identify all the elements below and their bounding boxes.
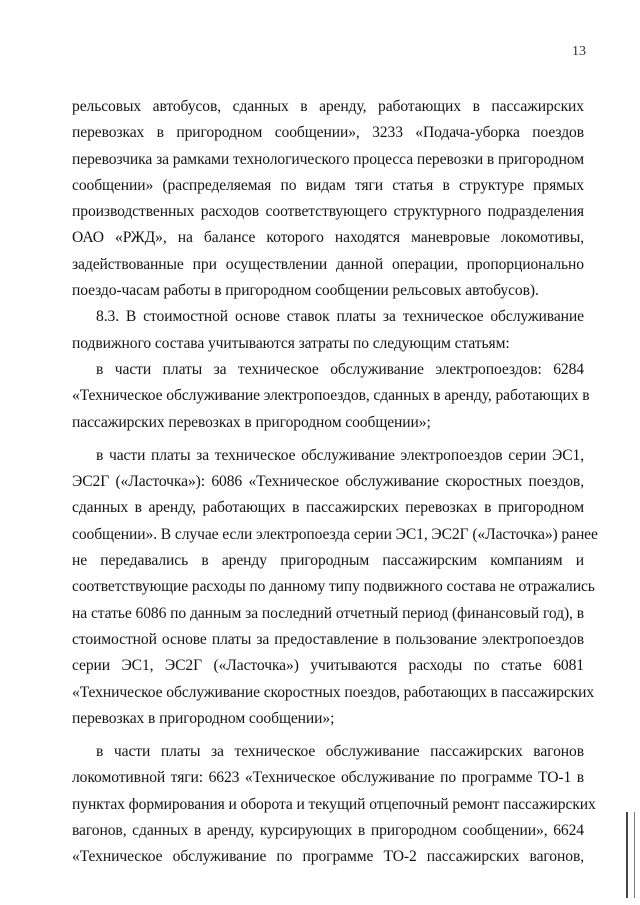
document-body — [72, 94, 598, 871]
text-line: рельсовых автобусов, сданных в аренду, работающих в пассажирских — [72, 98, 584, 115]
text-line: пассажирских перевозках в пригородном сообщении»; — [72, 413, 431, 431]
text-line: сообщении». В случае если электропоезда серии ЭС1, ЭС2Г («Ласточка») ранее — [72, 525, 598, 543]
text-line: локомотивной тяги: 6623 «Техническое обслуживание по программе ТО-1 в — [72, 769, 584, 787]
text-line: не передавались в аренду пригородным пассажирским компаниям и — [72, 552, 584, 570]
text-line: подвижного состава учитываются затраты по следующим статьям: — [72, 334, 510, 352]
text-line: производственных расходов соответствующего структурного подразделения — [72, 203, 584, 221]
text-line: соответствующие расходы по данному типу подвижного состава не отражались — [72, 578, 595, 596]
text-line: перевозках в пригородном сообщении»; — [72, 709, 335, 727]
text-line: на статье 6086 по данным за последний отчетный период (финансовый год), в — [72, 604, 584, 622]
text-line: серии ЭС1, ЭС2Г («Ласточка») учитываются расходы по статье 6081 — [72, 657, 584, 675]
text-line: «Техническое обслуживание по программе ТО-2 пассажирских вагонов, — [72, 848, 584, 866]
text-line: пунктах формирования и оборота и текущий отцепочный ремонт пассажирских — [72, 795, 596, 813]
paragraph-8-3-first-line: 8.3. В стоимостной основе ставок платы за техническое обслуживание — [96, 308, 584, 326]
text-line: перевозках в пригородном сообщении», 3233 «Подача-уборка поездов — [72, 124, 584, 142]
text-line: ЭС2Г («Ласточка»): 6086 «Техническое обслуживание скоростных поездов, — [72, 473, 584, 491]
page-number: 13 — [572, 44, 586, 59]
text-line: задействованные при осуществлении данной операции, пропорционально — [72, 255, 584, 273]
text-line: в части платы за техническое обслуживание электропоездов серии ЭС1, — [96, 446, 584, 464]
text-line: в части платы за техническое обслуживание электропоездов: 6284 — [96, 360, 584, 378]
text-line: в части платы за техническое обслуживание пассажирских вагонов — [96, 743, 584, 761]
text-line: поездо-часам работы в пригородном сообщении рельсовых автобусов). — [72, 282, 539, 300]
text-line: «Техническое обслуживание электропоездов, сданных в аренду, работающих в — [72, 387, 590, 405]
scan-edge-mark — [626, 812, 635, 898]
text-line: сданных в аренду, работающих в пассажирских перевозках в пригородном — [72, 499, 584, 517]
text-line: ОАО «РЖД», на балансе которого находятся маневровые локомотивы, — [72, 229, 584, 247]
text-line: «Техническое обслуживание скоростных поездов, работающих в пассажирских — [72, 683, 595, 701]
text-line: вагонов, сданных в аренду, курсирующих в пригородном сообщении», 6624 — [72, 822, 584, 840]
text-line: стоимостной основе платы за предоставление в пользование электропоездов — [72, 630, 584, 648]
text-line: сообщении» (распределяемая по видам тяги статья в структуре прямых — [72, 176, 584, 194]
text-line: перевозчика за рамками технологического процесса перевозки в пригородном — [72, 150, 584, 168]
